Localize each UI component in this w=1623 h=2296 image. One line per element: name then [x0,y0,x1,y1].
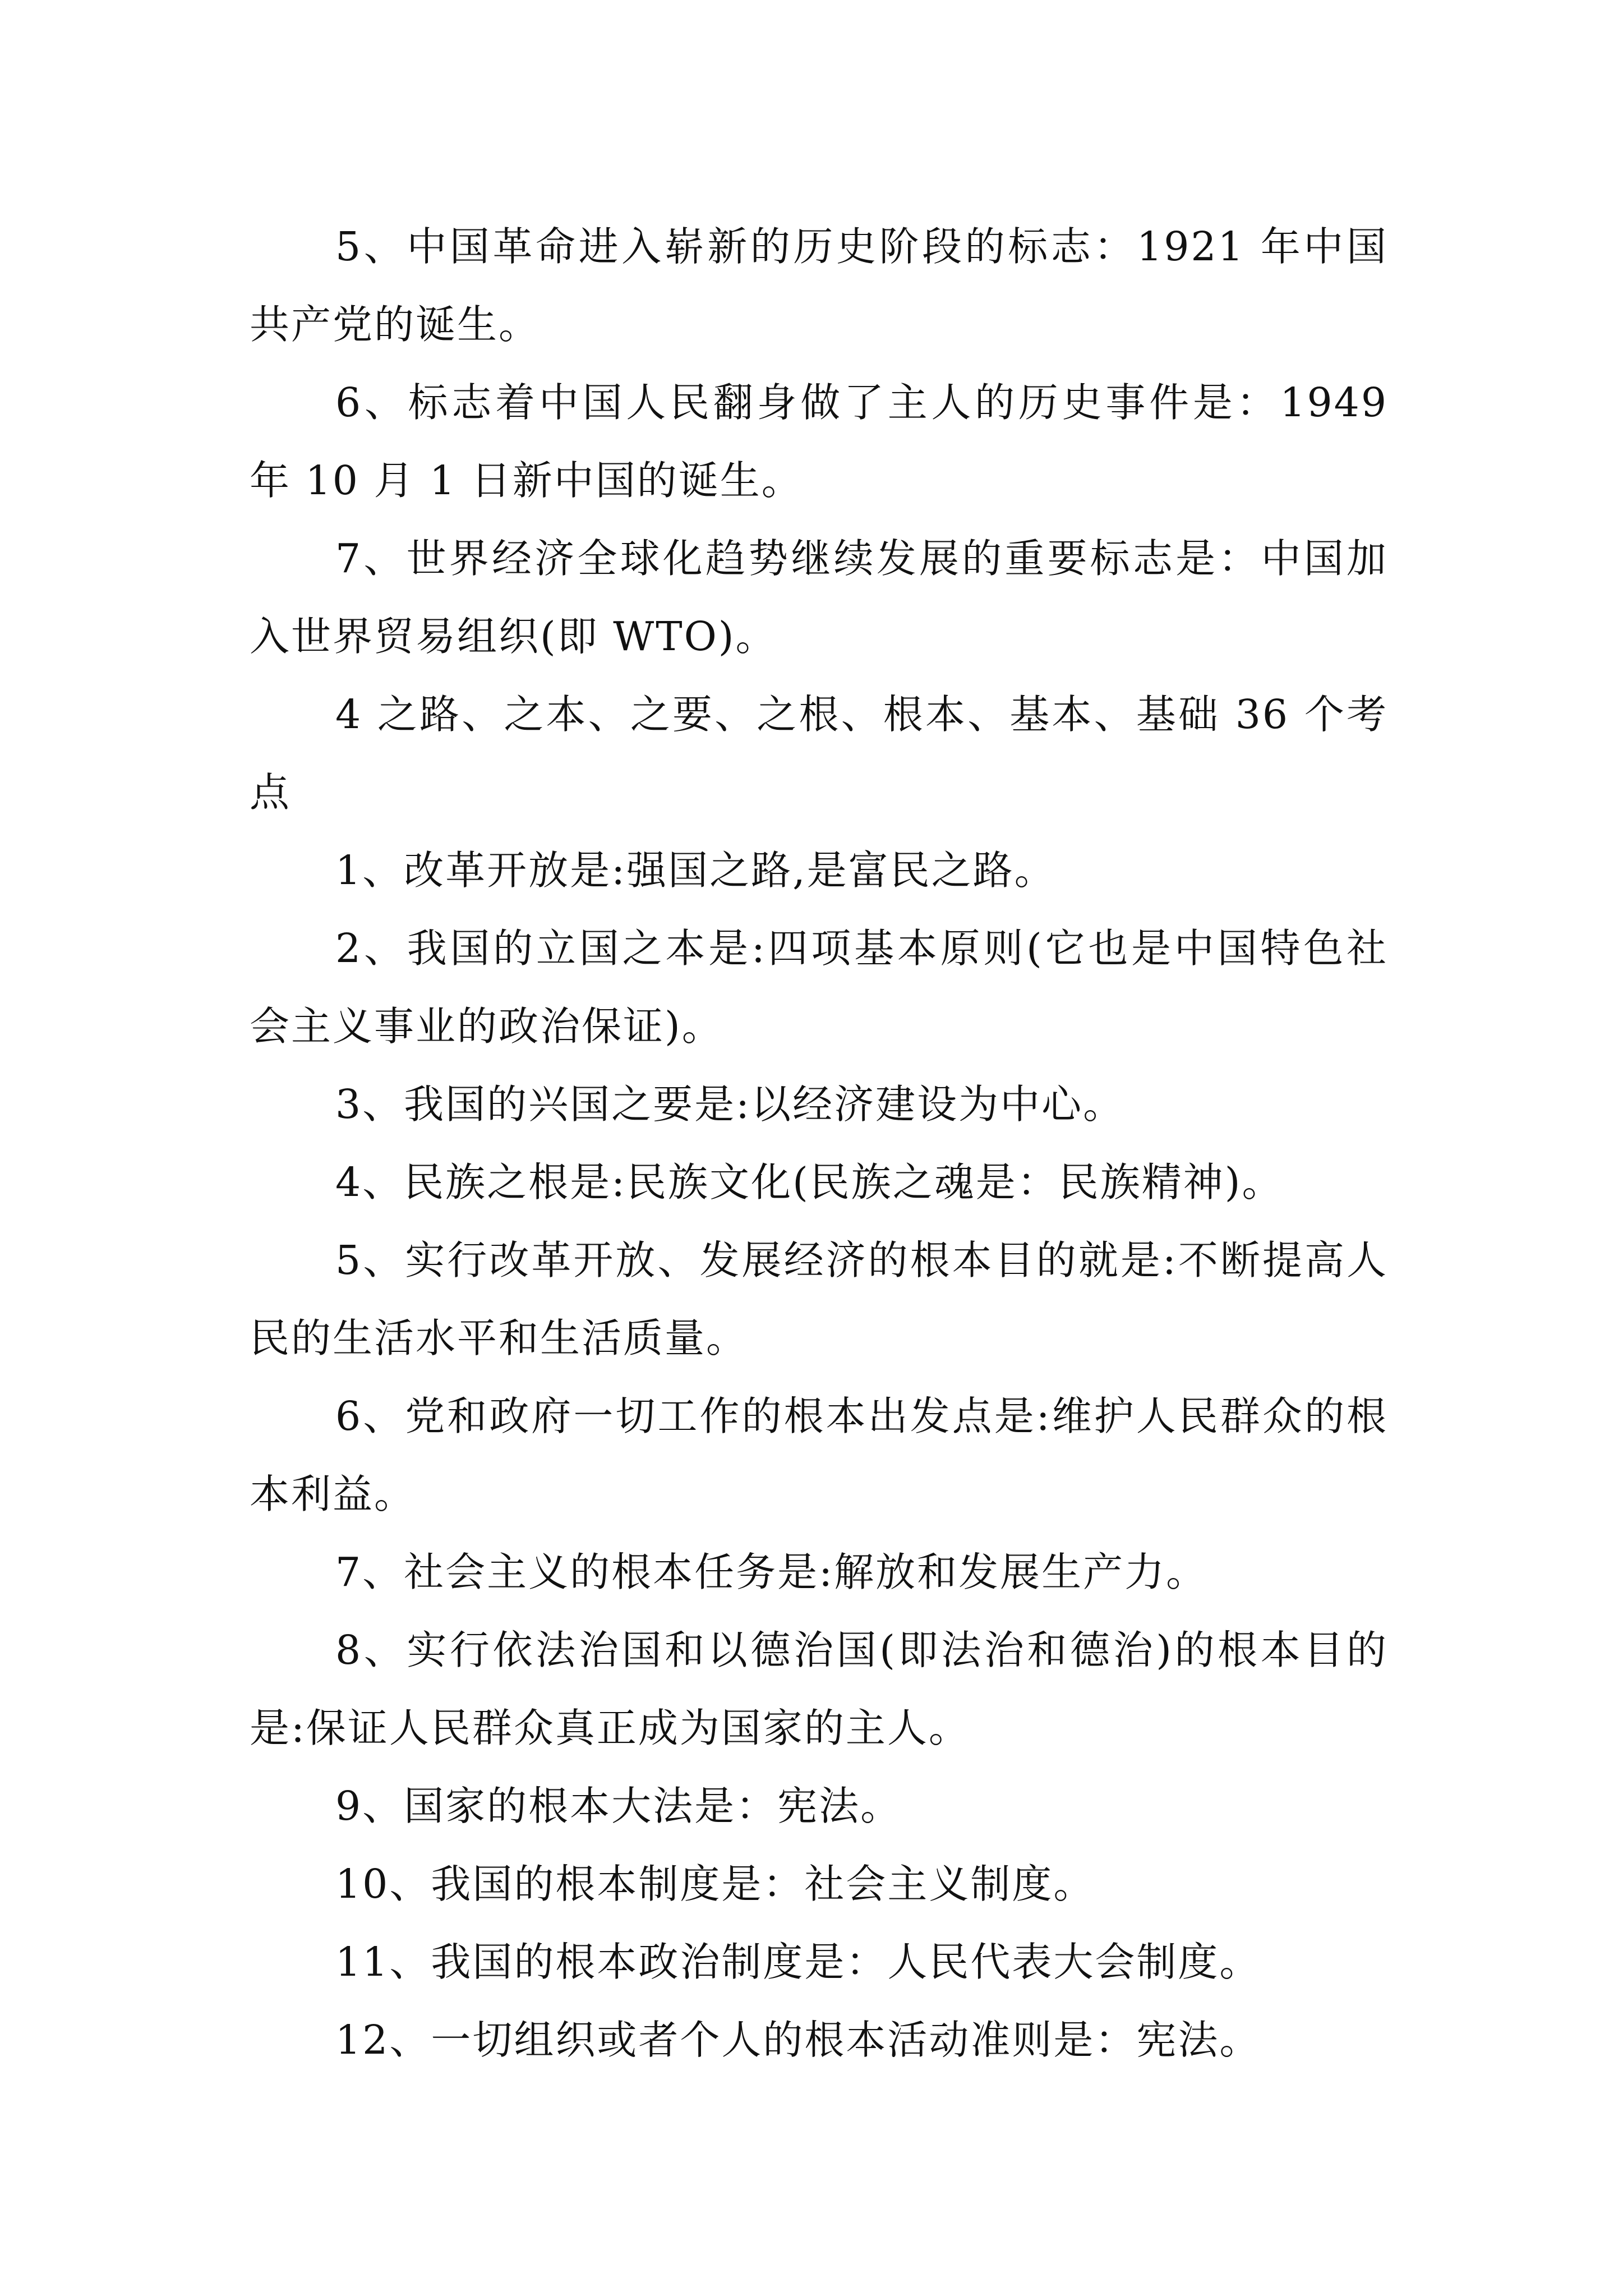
paragraph: 11、我国的根本政治制度是：人民代表大会制度。 [335,1939,1261,1985]
paragraph: 5、中国革命进入崭新的历史阶段的标志：1921 年中国共产党的诞生。 [250,223,1388,348]
section-heading: 4 之路、之本、之要、之根、根本、基本、基础 36 个考点 [250,691,1388,816]
paragraph: 1、改革开放是:强国之路,是富民之路。 [335,847,1056,894]
paragraph: 10、我国的根本制度是：社会主义制度。 [335,1861,1095,1907]
paragraph: 6、标志着中国人民翻身做了主人的历史事件是：1949 年 10 月 1 日新中国的诞生。 [250,379,1388,504]
paragraph: 9、国家的根本大法是：宪法。 [335,1783,902,1829]
paragraph: 7、社会主义的根本任务是:解放和发展生产力。 [335,1549,1208,1595]
paragraph: 6、党和政府一切工作的根本出发点是:维护人民群众的根本利益。 [250,1393,1388,1517]
paragraph: 3、我国的兴国之要是:以经济建设为中心。 [335,1081,1125,1128]
paragraph: 7、世界经济全球化趋势继续发展的重要标志是：中国加入世界贸易组织(即 WTO)。 [250,535,1388,660]
paragraph: 2、我国的立国之本是:四项基本原则(它也是中国特色社会主义事业的政治保证)。 [250,925,1388,1050]
paragraph: 12、一切组织或者个人的根本活动准则是：宪法。 [335,2017,1261,2063]
document-page [250,208,1388,2079]
paragraph: 4、民族之根是:民族文化(民族之魂是：民族精神)。 [335,1159,1284,1205]
paragraph: 5、实行改革开放、发展经济的根本目的就是:不断提高人民的生活水平和生活质量。 [250,1237,1388,1361]
paragraph: 8、实行依法治国和以德治国(即法治和德治)的根本目的是:保证人民群众真正成为国家的主人。 [250,1627,1388,1751]
